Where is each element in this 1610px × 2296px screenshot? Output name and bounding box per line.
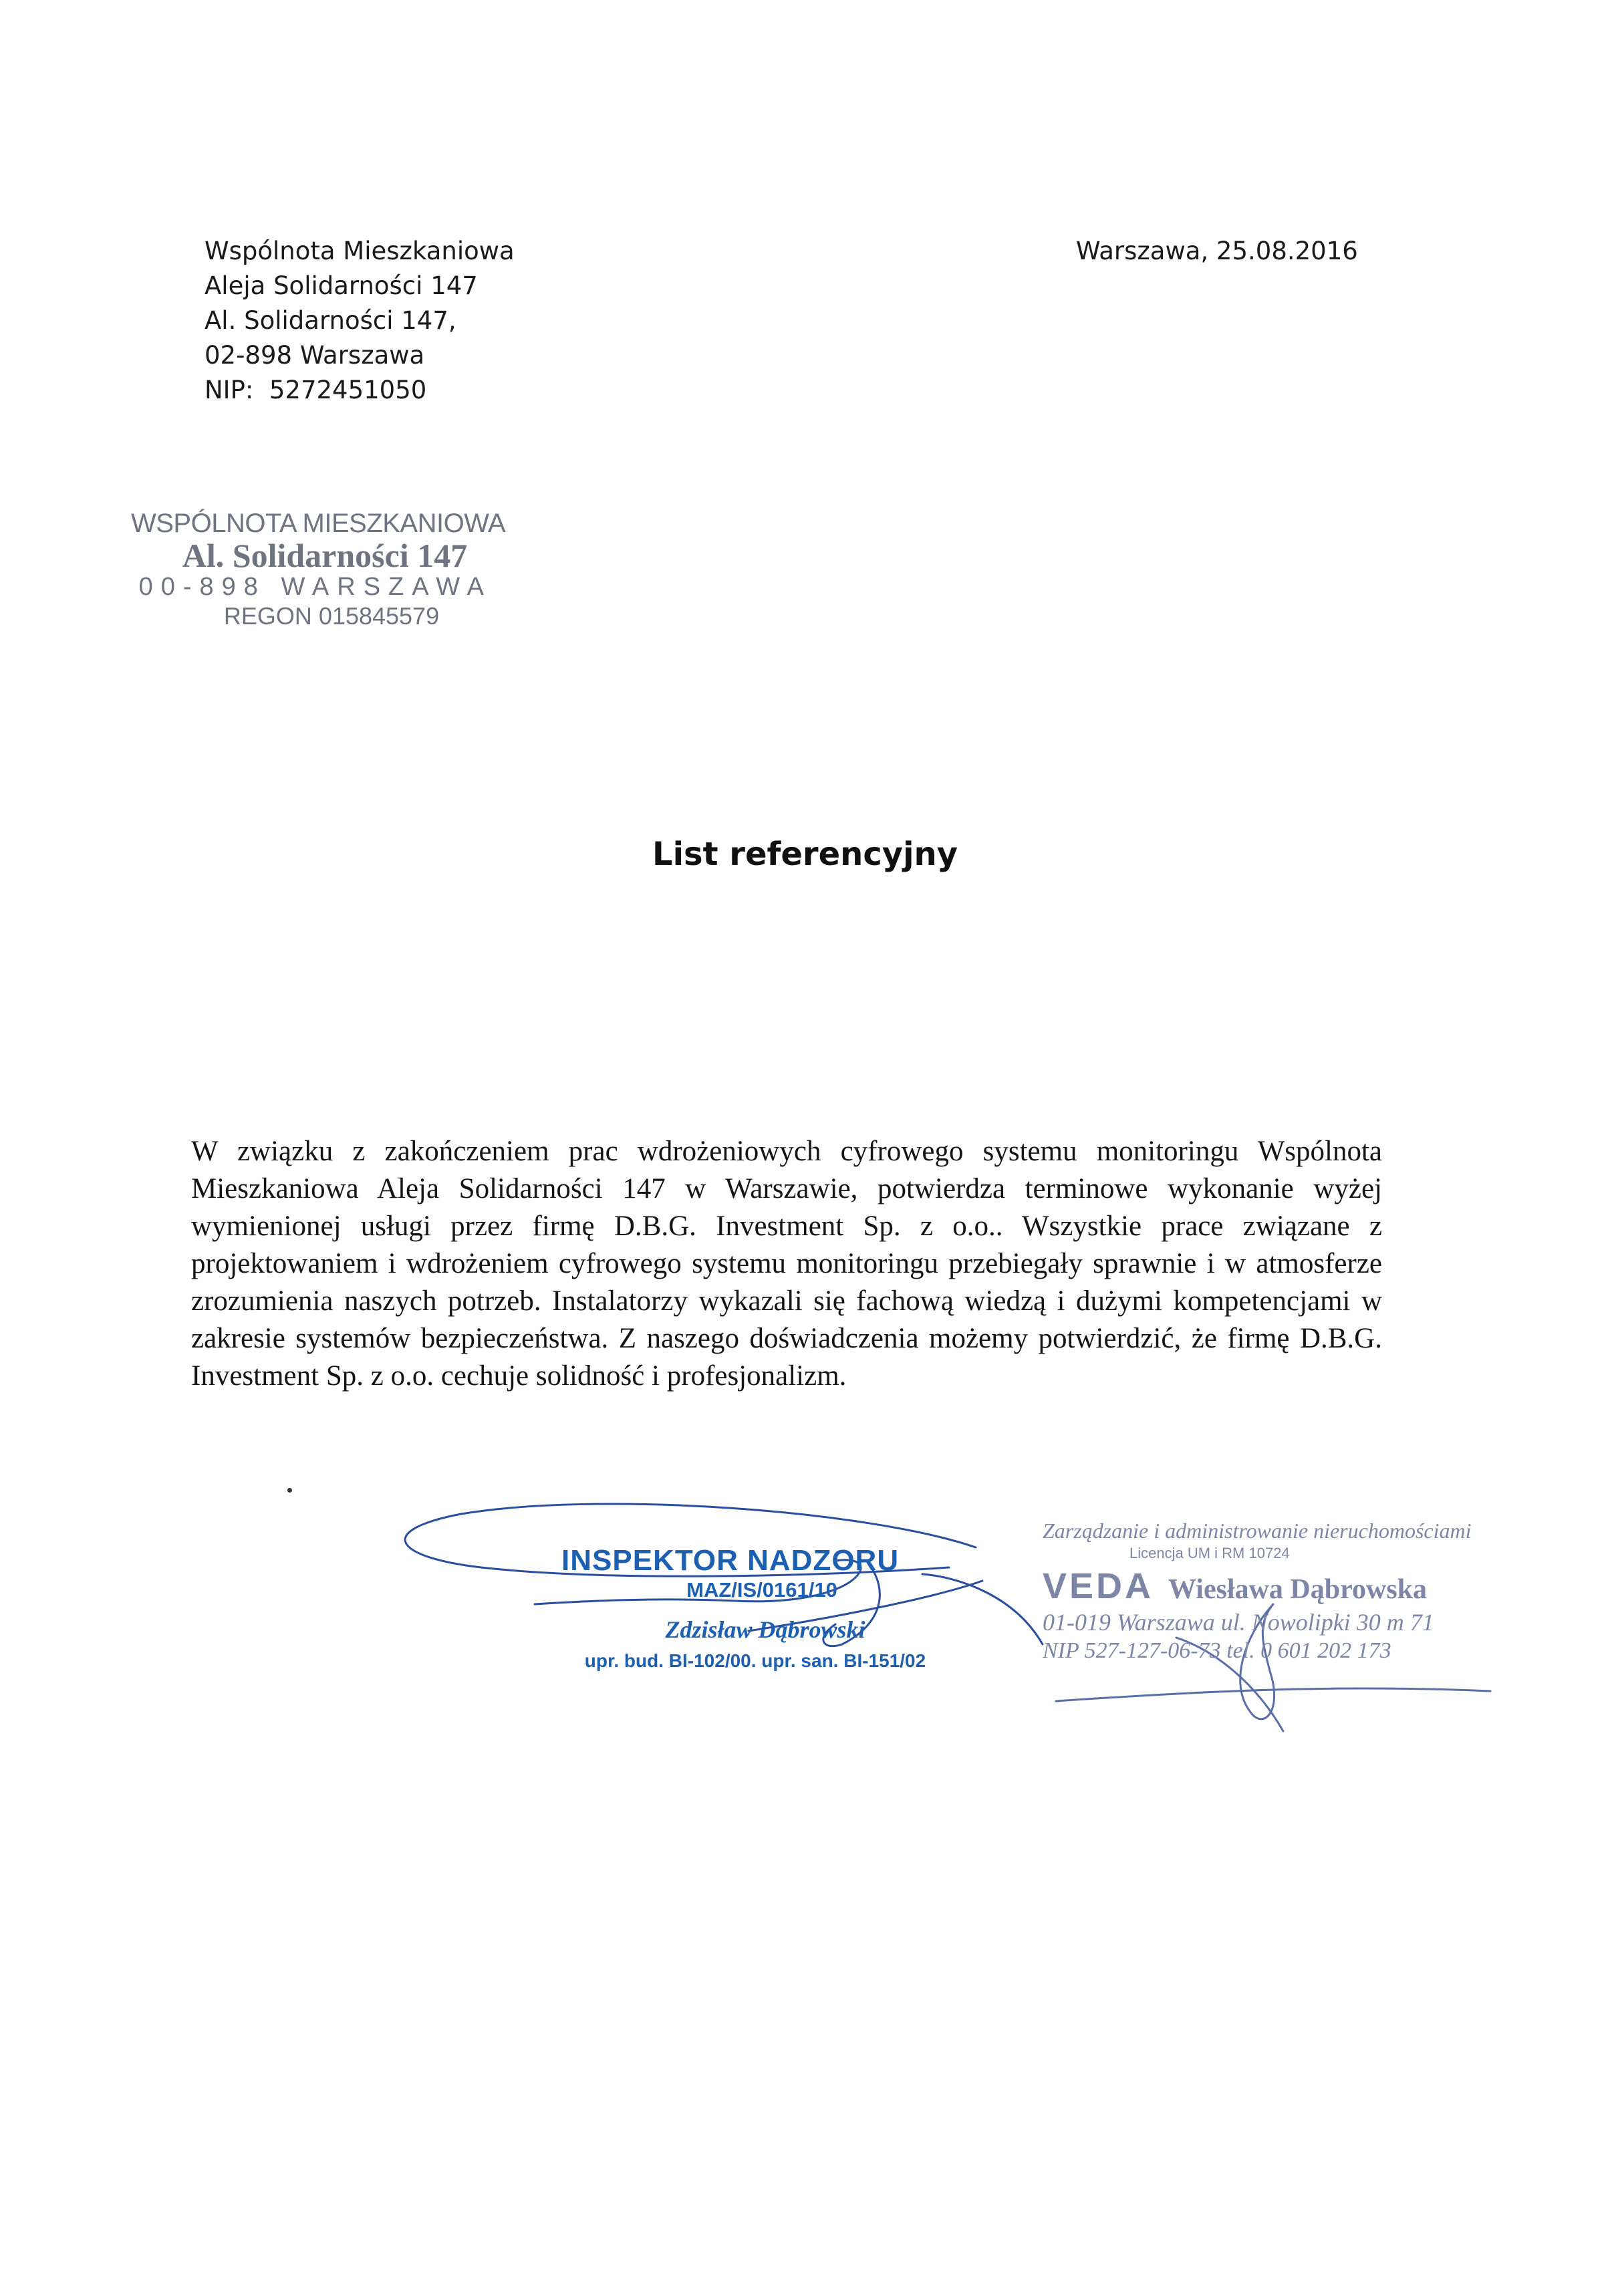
inspector-stamp-licenses: upr. bud. BI-102/00. upr. san. BI-151/02 [584, 1650, 926, 1671]
inspector-stamp-name: Zdzisław Dąbrowski [665, 1616, 865, 1643]
veda-stamp-address: 01-019 Warszawa ul. Nowolipki 30 m 71 [1043, 1609, 1434, 1636]
sender-line-nip: NIP: 5272451050 [205, 376, 427, 404]
community-stamp-street: Al. Solidarności 147 [182, 537, 468, 574]
veda-stamp-nip: NIP 527-127-06-73 tel. 0 601 202 173 [1043, 1638, 1391, 1663]
community-stamp-name: WSPÓLNOTA MIESZKANIOWA [131, 509, 506, 538]
sender-address [205, 234, 515, 408]
community-stamp [131, 508, 506, 631]
veda-logo: VEDA [1043, 1566, 1154, 1606]
sender-line-name: Wspólnota Mieszkaniowa [205, 237, 515, 265]
bullet-mark [287, 1488, 292, 1493]
sender-line-postcode: 02-898 Warszawa [205, 341, 425, 370]
inspector-stamp-title: INSPEKTOR NADZORU [561, 1544, 900, 1577]
signature-right-tail [922, 1574, 1043, 1644]
sender-line-street-short: Al. Solidarności 147, [205, 306, 456, 335]
veda-stamp-header [1043, 1568, 1510, 1608]
community-stamp-regon: REGON 015845579 [223, 602, 440, 630]
signature-veda-line [1056, 1688, 1490, 1701]
document-title: List referencyjny [652, 836, 958, 873]
letter-body: W związku z zakończeniem prac wdrożeniowych cyfrowego systemu monitoringu Wspólnota Mieszkaniowa Aleja Solidarności 147 w Warszawie, potwierdza terminowe wykonanie wyżej wymienionej usługi przez firmę D.B.G. Investment Sp. z o.o.. Wszystkie prace związane z projektowaniem i wdrożeniem cyfrowego systemu monitoringu przebiegały sprawnie i w atmosferze zrozumienia naszych potrzeb. Instalatorzy wykazali się fachową wiedzą i dużymi kompetencjami w zakresie systemów bezpieczeństwa. Z naszego doświadczenia możemy potwierdzić, że firmę D.B.G. Investment Sp. z o.o. cechuje solidność i profesjonalizm. [191, 1136, 1382, 1392]
veda-stamp-owner: Wiesława Dąbrowska [1168, 1574, 1428, 1605]
inspector-stamp-number: MAZ/IS/0161/10 [686, 1578, 837, 1602]
sender-line-street: Aleja Solidarności 147 [205, 271, 478, 300]
veda-stamp [1043, 1517, 1510, 1665]
community-stamp-city: 00-898 WARSZAWA [138, 573, 492, 601]
veda-stamp-license: Licencja UM i RM 10724 [1129, 1545, 1290, 1561]
letter-date: Warszawa, 25.08.2016 [1076, 237, 1358, 265]
inspector-stamp [561, 1544, 936, 1672]
veda-stamp-activity: Zarządzanie i administrowanie nieruchomościami [1043, 1519, 1472, 1543]
